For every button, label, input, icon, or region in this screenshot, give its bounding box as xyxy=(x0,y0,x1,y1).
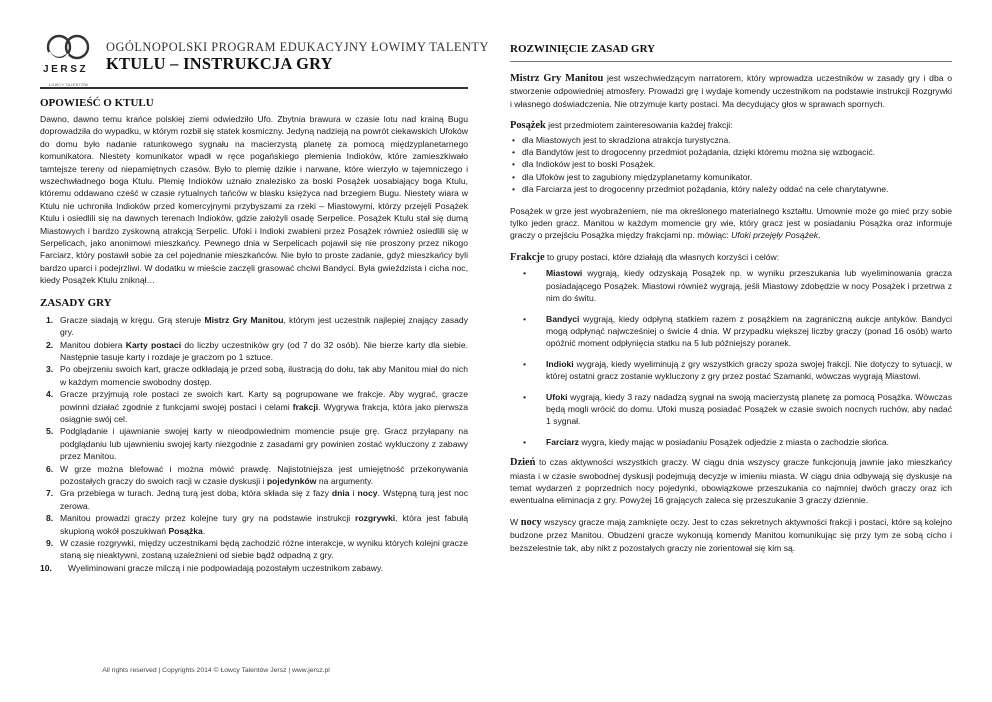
story-heading: OPOWIEŚĆ O KTULU xyxy=(40,97,154,109)
rule-item xyxy=(40,537,468,562)
rule-item xyxy=(40,388,468,425)
frakcje-paragraph xyxy=(510,251,952,264)
rule-number: 1. xyxy=(46,314,54,325)
posazek-lead: Posążek xyxy=(510,120,546,132)
rule-text: W grze można blefować i można mówić prawdę. Najistotniejsza jest umiejętność przekonywania pozostałych graczy do swoich racji w czasie dyskusji i xyxy=(60,463,468,486)
rule-item xyxy=(40,425,468,462)
faction-item xyxy=(510,313,952,350)
list-item: • dla Indioków jest to boski Posążek. xyxy=(510,158,952,170)
rule-text: , która jest fabułą skupioną wokół poszukiwań xyxy=(60,513,468,536)
noc-text: wszyscy gracze mają zamknięte oczy. Jest to czas sekretnych aktywności frakcji i postaci, które są kolejno budzone przez Manitou. Obudzeni gracze wykonują komendy Manitou komunikując się przy tym ze sobą cicho i bezszelestnie tak, aby nikt z pozostałych graczy nie zorientował się kim są. xyxy=(510,516,952,553)
rule-number: 7. xyxy=(46,488,54,499)
logo-subtitle: ŁOWCY TALENTÓW xyxy=(49,83,89,87)
posazek-text: jest przedmiotem zainteresowania każdej frakcji: xyxy=(545,120,733,131)
manitou-text: jest wszechwiedzącym narratorem, który wprowadza uczestników w zasady gry i dba o stworzenie odpowiedniej atmosfery. Prowadzi grę i wydaje komendy uczestnikom na podstawie instrukcji Rozgrywki i własnego doświadczenia. Nie otrzymuje karty postaci. Ma decydujący głos w sprawach spornych. xyxy=(510,73,952,109)
rule-item xyxy=(40,339,468,364)
rule-text: do liczby uczestników gry (od 7 do 32 osób). Nie bierze karty dla siebie. Następnie tasuje karty i rozdaje je graczom po 1 sztuce. xyxy=(60,339,468,362)
page-title: KTULU – INSTRUKCJA GRY xyxy=(106,54,333,73)
jersz-logo xyxy=(40,34,98,88)
posazek-desc-text: Posążek w grze jest wyobrażeniem, nie ma określonego materialnego kształtu. Umownie może go mieć przy sobie tylko jeden gracz. Manitou w każdym momencie gry wie, który gracz jest w posiadaniu Posążka oraz informuje graczy o przejściu Posążka między frakcjami np. mówiąc: xyxy=(510,205,952,241)
factions-list xyxy=(510,267,952,448)
noc-lead: nocy xyxy=(520,516,542,528)
header-divider xyxy=(40,87,468,89)
list-item: • dla Miastowych jest to skradziona atrakcja turystyczna. xyxy=(510,134,952,146)
right-divider xyxy=(510,61,952,62)
faction-name: Bandyci xyxy=(546,313,580,324)
faction-name: Ufoki xyxy=(546,391,568,402)
rule-number: 9. xyxy=(46,538,54,548)
rule-text: Wyeliminowani gracze milczą i nie podpowiadają pozostałym uczestnikom zabawy. xyxy=(68,562,384,573)
faction-name: Miastowi xyxy=(546,268,583,279)
story-text: Dawno, dawno temu krańce polskiej ziemi odwiedziło Ufo. Zbytnia brawura w czasie lotu nad krainą Bugu doprowadziła do wypadku, w którym rozbił się statek kosmiczny. Jedyną nadzieją na powrót ciekawskich Ufoków do domu było nadanie ratunkowego sygnału na macierzystą planetę za pomocą międzyplanetarnego komunikatora. Niestety komunikator wpadł w ręce pogańskiego plemienia Indioków, które zamieszkiwało tamtejsze tereny od niepamiętnych czasów. Było to plemię dzikie i narwane, które wierzyło w tajemniczego i wszechwładnego boga Ktulu. Plemię Indioków uznało znalezisko za boski Posążek uosabiający boga Ktulu, któremu oddawano cześć w czasie rytualnych tańców w blasku księżyca nad brzegiem Bugu. Niestety wiara w Ktulu nie uchroniła Indioków przed komercyjnymi przybyszami za rzeki – Miastowymi, którzy przejęli Posążek Ktulu i osiedlili się na dawnych terenach Indioków, gdzie założyli osadę Serpelice. Posążek Ktulu stał się dumą Miastowych i bardzo zyskowną atrakcją Serpelic. Ufoki i Indioki zwabieni przez Posążek również osiedlili się w Serpelicach, jako anonimowi mieszkańcy. Pewnego dnia w Serpelicach pojawił się nie proszony przez nikogo Farciarz, który postawił sobie za cel pojednanie mieszkańców. Nie było to proste zadanie, gdyż mieszkańcy byli bardzo uparci i podejrzliwi. W dodatku w mieście zaczęli grasować chciwi Bandyci. Była gwieździsta i cicha noc, kiedy Posążek Ktulu zniknął… xyxy=(40,114,468,286)
rule-bold: rozgrywki xyxy=(355,513,396,524)
rule-text: Gracze przyjmują role postaci ze swoich kart. Karty są pogrupowane we frakcje. Aby wygrać, gracze powinni działać zgodnie z funkcjami swojej postaci i celami xyxy=(60,389,468,412)
rule-text: Gracze siadają w kręgu. Grą steruje xyxy=(60,314,205,325)
rule-text: . xyxy=(202,525,206,536)
posazek-desc-italic: Ufoki przejęły Posążek xyxy=(731,230,819,241)
rule-text: na argumenty. xyxy=(316,475,374,486)
posazek-paragraph xyxy=(510,119,952,132)
rule-text: W czasie rozgrywki, między uczestnikami będą zachodzić różne interakcje, w wyniku których kolejni gracze staną się nieaktywni, zostaną uzależnieni od siebie bądź odpadną z gry. xyxy=(60,538,468,561)
rule-text: Manitou dobiera xyxy=(60,339,126,350)
rule-item xyxy=(40,487,468,512)
rule-bold: Mistrz Gry Manitou xyxy=(204,314,284,325)
rule-bold: nocy xyxy=(357,488,378,499)
logo-rings-icon xyxy=(40,34,98,64)
rule-text: Manitou prowadzi graczy przez kolejne tury gry na podstawie instrukcji xyxy=(60,513,356,524)
rule-item xyxy=(40,314,468,339)
noc-paragraph xyxy=(510,516,952,554)
rule-item xyxy=(40,463,468,488)
rule-number: 3. xyxy=(46,364,54,375)
faction-name: Indioki xyxy=(546,358,574,369)
list-item: • dla Bandytów jest to drogocenny przedmiot pożądania, dzięki któremu można się wzbogacić. xyxy=(510,146,952,158)
rule-number: 8. xyxy=(46,513,54,524)
faction-item xyxy=(510,358,952,383)
rule-text: Podglądanie i ujawnianie swojej karty w nieodpowiednim momencie psuje grę. Gracz przyłapany na podglądaniu lub ujawnieniu swojej karty niezgodnie z zasadami gry powinien zostać wykluczony z zabawy przez Manitou. xyxy=(60,426,468,462)
rule-bold: Karty postaci xyxy=(125,339,182,350)
rule-text: Po obejrzeniu swoich kart, gracze odkładają je przed sobą, ilustracją do dołu, tak aby Manitou miał do nich w każdym momencie swobodny dostęp. xyxy=(60,364,468,387)
header xyxy=(40,34,489,92)
rule-number: 10. xyxy=(40,562,52,573)
faction-item xyxy=(510,267,952,304)
right-column xyxy=(510,42,952,554)
rule-text: i xyxy=(349,488,358,499)
rules-list xyxy=(40,314,468,575)
faction-text: wygrają, kiedy 3 razy nadadzą sygnał na swoją macierzystą planetę za pomocą Posążka. Wówczas będą mogli wrócić do domu. Ufoki muszą posiadać Posążek w czasie swoich nocnych ruchów, aby nadać 1 sygnał. xyxy=(546,391,952,427)
rule-number: 4. xyxy=(46,389,54,400)
manitou-lead: Mistrz Gry Manitou xyxy=(510,73,604,84)
frakcje-text: to grupy postaci, które działają dla własnych korzyści i celów: xyxy=(544,251,780,262)
posazek-list xyxy=(510,134,952,196)
dzien-text: to czas aktywności wszystkich graczy. W ciągu dnia wszyscy gracze funkcjonują jawnie jako mieszkańcy miasta i w czasie swobodnej dyskusji podejmują decyzje w imieniu miasta. W ciągu dnia odbywają się dyskusje na temat wydarzeń z poprzednich nocy pojedynki, obowiązkowe przeszukania co najmniej dwóch graczy oraz ich ewentualna eliminacja z gry. Powyżej 16 grających zaleca się przeszukanie 3 graczy dziennie. xyxy=(510,457,952,506)
rule-number: 6. xyxy=(46,463,54,474)
list-item: • dla Ufoków jest to zagubiony międzyplanetarny komunikator. xyxy=(510,171,952,183)
faction-item xyxy=(510,391,952,428)
faction-item xyxy=(510,436,952,448)
rule-bold: dnia xyxy=(331,488,350,499)
rule-text: . Wstępną turą jest noc zerowa. xyxy=(60,488,468,511)
faction-text: wygra, kiedy mając w posiadaniu Posążek odjedzie z miasta o zachodzie słońca. xyxy=(578,436,889,447)
frakcje-lead: Frakcje xyxy=(510,251,545,263)
dzien-paragraph xyxy=(510,456,952,507)
posazek-desc-end: . xyxy=(818,230,821,241)
rule-text: Gra przebiega w turach. Jedną turą jest doba, która składa się z fazy xyxy=(60,488,332,499)
rule-bold: pojedynków xyxy=(266,475,317,486)
rule-bold: frakcji xyxy=(292,401,319,412)
noc-pre: W xyxy=(510,516,521,527)
rule-text: . Wygrywa frakcja, która jako pierwsza osiągnie swój cel. xyxy=(60,401,468,424)
faction-text: wygrają, kiedy odpłyną statkiem razem z posążkiem na zagraniczną aukcje antyków. Bandyci mogą odpłynąć najwcześniej o świcie 4 dnia. W przypadku większej liczby graczy (ponad 16 osób) warto opóźnić moment odpłynięcia statku na 5 lub późniejszy poranek. xyxy=(546,313,952,349)
left-column xyxy=(40,34,489,574)
manitou-paragraph xyxy=(510,72,952,110)
rule-item xyxy=(40,562,468,574)
rule-number: 2. xyxy=(46,339,54,350)
rule-text: , którym jest uczestnik najlepiej znający zasady gry. xyxy=(60,314,469,338)
rules-extended-heading: ROZWINIĘCIE ZASAD GRY xyxy=(510,43,656,55)
program-name: OGÓLNOPOLSKI PROGRAM EDUKACYJNY ŁOWIMY TALENTY xyxy=(106,40,489,54)
faction-text: wygrają, kiedy odzyskają Posążek np. w wyniku przeszukania lub wyeliminowania gracza posiadającego Posążek. Miastowi również wygrają, jeśli Miastowy zdobędzie w nocy Posążek i przetrwa z nim do świtu. xyxy=(546,268,952,304)
rule-item xyxy=(40,512,468,537)
dzien-lead: Dzień xyxy=(510,457,536,469)
faction-name: Farciarz xyxy=(546,436,579,447)
faction-text: wygrają, kiedy wyeliminują z gry wszystkich graczy spoza swojej frakcji. Nie dotyczy to sytuacji, w której ostatni gracz zostanie wykluczony z gry przez postać Szamanki, wówczas wygrają Miastowi. xyxy=(546,358,952,382)
footer-copyright: All rights reserved | Copyrights 2014 © Łowcy Talentów Jersz | www.jersz.pl xyxy=(102,667,330,674)
posazek-description xyxy=(510,205,952,242)
rules-heading: ZASADY GRY xyxy=(40,296,112,309)
rule-number: 5. xyxy=(46,426,54,437)
list-item: • dla Farciarza jest to drogocenny przedmiot pożądania, który należy oddać na cele charytatywne. xyxy=(510,183,952,195)
rule-item xyxy=(40,363,468,388)
logo-text: JERSZ xyxy=(43,64,89,75)
rule-bold: Posążka xyxy=(168,525,203,536)
